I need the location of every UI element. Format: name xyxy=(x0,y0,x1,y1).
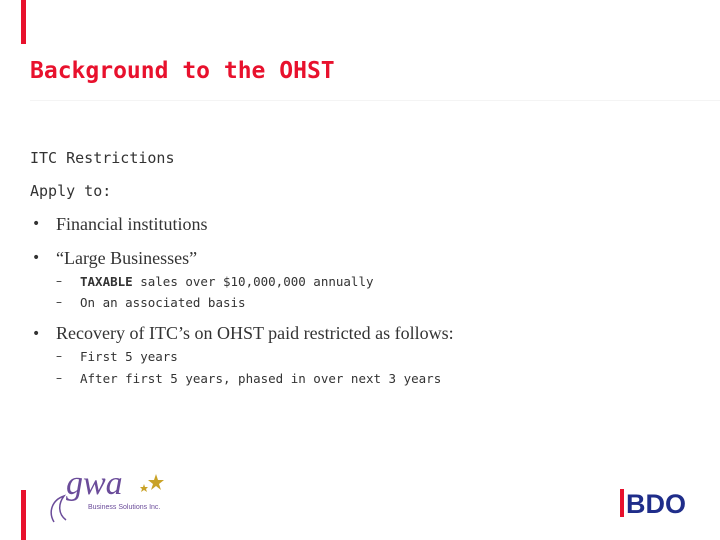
sub-bullet-marker: – xyxy=(56,349,62,363)
gwa-wordmark: gwa xyxy=(66,465,123,502)
bdo-logo xyxy=(620,487,700,519)
bullet-marker: • xyxy=(32,250,41,266)
gwa-logo xyxy=(44,462,184,530)
section-heading: ITC Restrictions xyxy=(30,149,175,167)
gwa-swoosh xyxy=(51,496,66,522)
bullet-recovery-of-itcs: Recovery of ITC’s on OHST paid restricted as follows: xyxy=(56,323,454,343)
sub-bullet-associated-basis: On an associated basis xyxy=(80,295,246,310)
sub-bullet-marker: – xyxy=(56,371,62,385)
accent-bar-bottom xyxy=(21,490,26,540)
gwa-tagline: Business Solutions Inc. xyxy=(88,504,161,511)
intro-text: Apply to: xyxy=(30,182,112,200)
title-divider xyxy=(30,100,720,101)
bdo-wordmark: BDO xyxy=(626,489,686,519)
taxable-emphasis: TAXABLE xyxy=(80,274,133,289)
star-icon xyxy=(140,474,164,492)
slide-title: Background to the OHST xyxy=(30,58,335,84)
bullet-marker: • xyxy=(32,326,41,342)
sub-bullet-taxable-sales xyxy=(80,274,374,289)
sub-bullet-first-5-years: First 5 years xyxy=(80,349,178,364)
bullet-large-businesses: “Large Businesses” xyxy=(56,248,198,268)
taxable-sales-text: sales over $10,000,000 annually xyxy=(132,274,374,289)
sub-bullet-marker: – xyxy=(56,274,62,288)
bullet-marker: • xyxy=(32,216,41,232)
sub-bullet-marker: – xyxy=(56,295,62,309)
sub-bullet-phased-in: After first 5 years, phased in over next 3 years xyxy=(80,371,442,386)
bdo-red-bar xyxy=(620,489,624,517)
accent-bar-top xyxy=(21,0,26,44)
bullet-financial-institutions: Financial institutions xyxy=(56,214,208,234)
